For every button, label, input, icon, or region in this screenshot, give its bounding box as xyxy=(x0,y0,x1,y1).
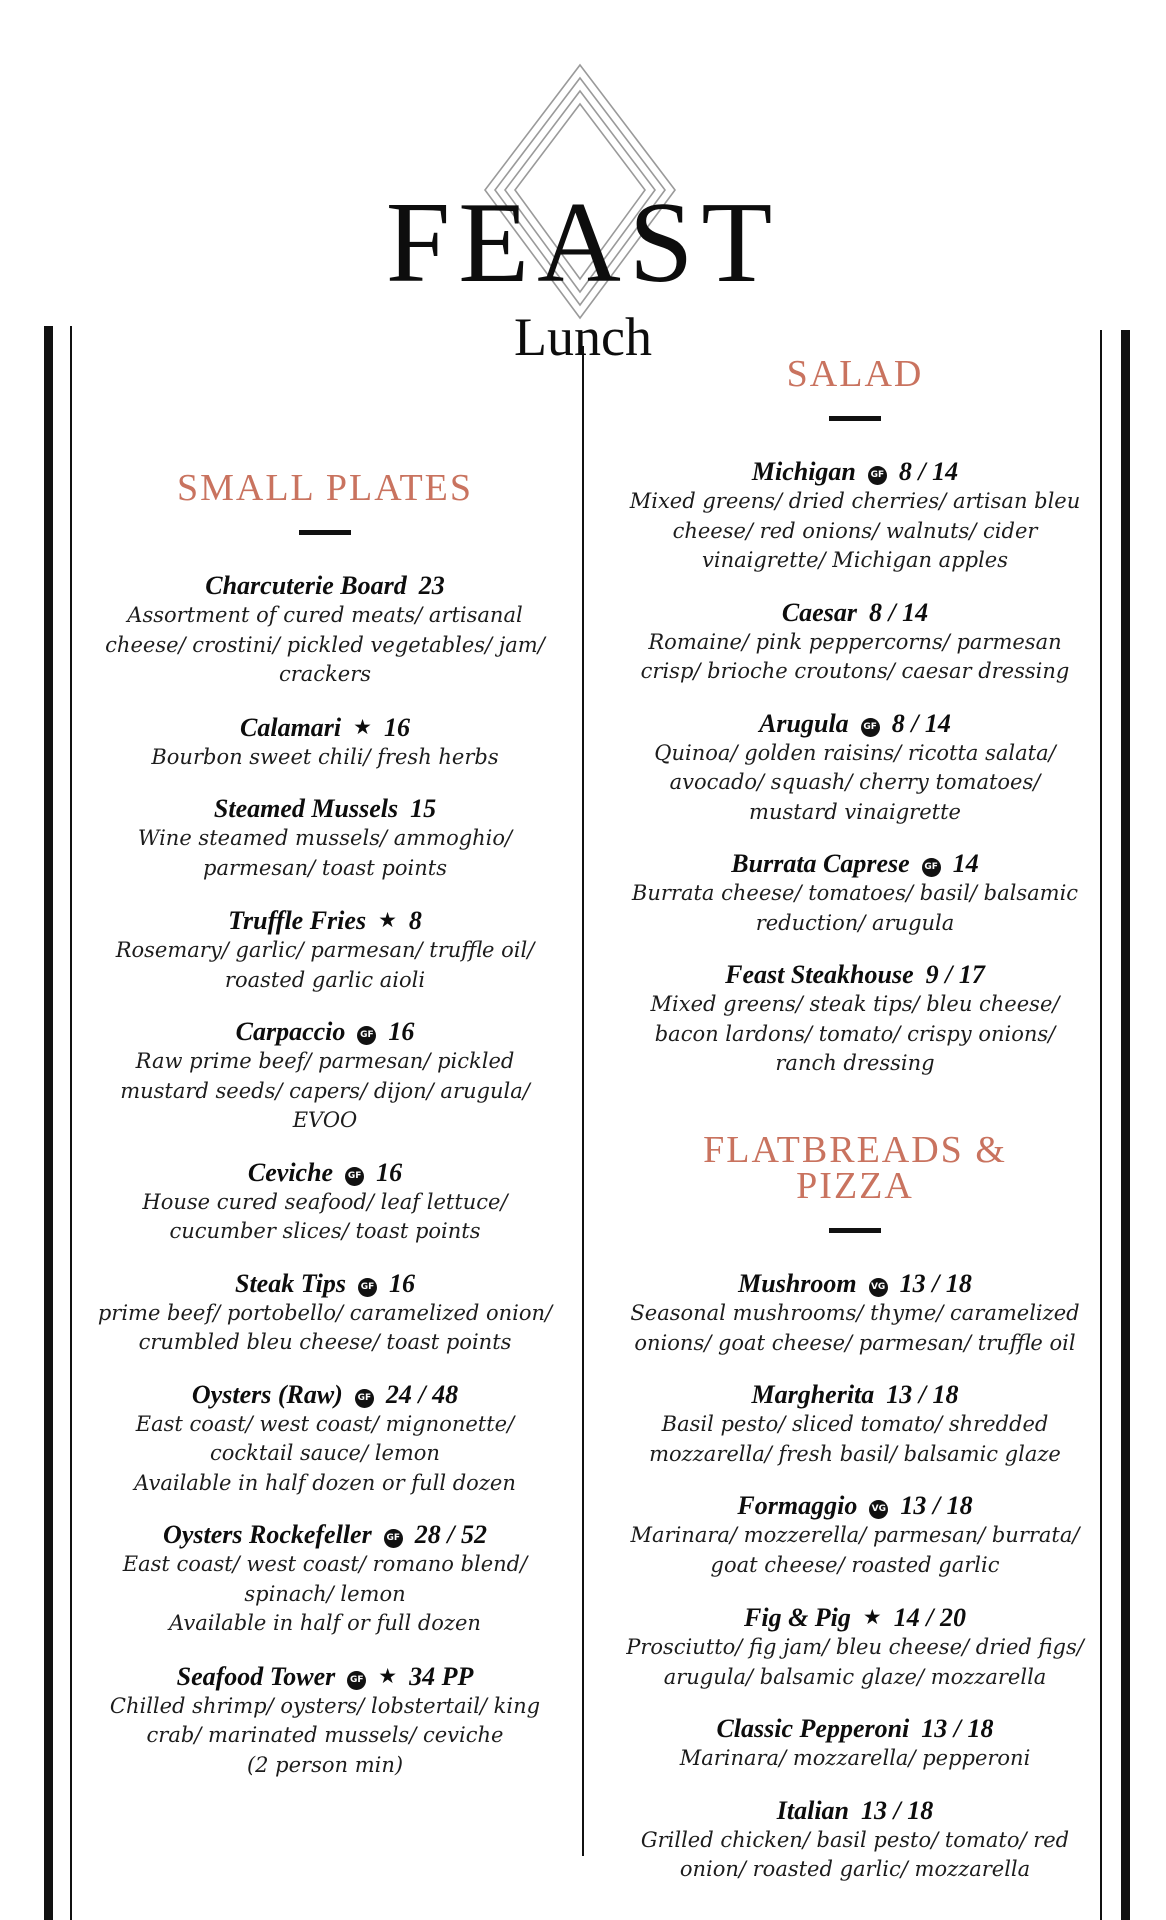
item-price: 16 xyxy=(383,712,410,742)
item-price: 13 / 18 xyxy=(921,1714,994,1743)
item-description-line: Available in half dozen or full dozen xyxy=(134,1470,516,1495)
item-description: Wine steamed mussels/ ammoghio/ parmesan/ toast points xyxy=(137,826,513,880)
item-heading xyxy=(95,1520,555,1550)
item-heading xyxy=(625,1602,1085,1633)
menu-subtitle: Lunch xyxy=(514,307,652,367)
item-name: Caesar xyxy=(781,597,857,627)
item-description: prime beef/ portobello/ caramelized onion/ crumbled bleu cheese/ toast points xyxy=(97,1300,553,1354)
item-price: 13 / 18 xyxy=(861,1795,934,1825)
item-price: 14 xyxy=(952,849,979,878)
item-heading xyxy=(95,712,555,743)
menu-item-fig-pig xyxy=(625,1602,1085,1692)
menu-item-michigan xyxy=(625,457,1085,576)
item-name: Steak Tips xyxy=(235,1268,346,1298)
item-description xyxy=(95,1410,555,1499)
logo xyxy=(0,60,1166,367)
item-price: 15 xyxy=(410,794,437,823)
item-name: Margherita xyxy=(751,1380,875,1409)
item-heading xyxy=(625,598,1085,628)
item-price: 13 / 18 xyxy=(899,1269,972,1298)
item-description: Burrata cheese/ tomatoes/ basil/ balsamic reduction/ arugula xyxy=(631,881,1079,935)
small-plates-section xyxy=(95,467,555,1802)
vegetarian-icon: VG xyxy=(869,1278,888,1297)
item-price: 24 / 48 xyxy=(385,1379,459,1409)
item-heading xyxy=(95,1269,555,1299)
column-divider xyxy=(582,346,584,1856)
item-description-line: Available in half or full dozen xyxy=(169,1611,481,1635)
menu-item-caesar xyxy=(625,598,1085,687)
item-description: Rosemary/ garlic/ parmesan/ truffle oil/ roasted garlic aioli xyxy=(115,938,535,992)
menu-item-seafood-tower xyxy=(95,1661,555,1781)
item-description-line: Chilled shrimp/ oysters/ lobstertail/ king crab/ marinated mussels/ ceviche xyxy=(109,1693,541,1747)
menu-item-steak-tips xyxy=(95,1269,555,1358)
item-name: Seafood Tower xyxy=(176,1661,336,1691)
item-description: Raw prime beef/ parmesan/ pickled mustard seeds/ capers/ dijon/ arugula/ EVOO xyxy=(120,1049,530,1132)
item-price: 8 xyxy=(408,906,422,935)
left-thick-border xyxy=(44,326,53,1920)
item-description: Assortment of cured meats/ artisanal cheese/ crostini/ pickled vegetables/ jam/ crackers xyxy=(105,603,545,686)
item-name: Oysters Rockefeller xyxy=(163,1520,372,1549)
section-title: SALAD xyxy=(786,353,924,395)
item-heading xyxy=(95,905,555,936)
item-price: 13 / 18 xyxy=(900,1491,973,1520)
item-price: 8 / 14 xyxy=(898,457,959,486)
gluten-free-icon: GF xyxy=(922,858,941,877)
gluten-free-icon: GF xyxy=(347,1671,366,1690)
item-description: Marinara/ mozzarella/ pepperoni xyxy=(679,1746,1031,1770)
item-name: Formaggio xyxy=(737,1491,858,1520)
item-name: Fig & Pig xyxy=(744,1603,851,1632)
menu-item-steamed-mussels xyxy=(95,794,555,883)
item-heading xyxy=(625,1269,1085,1299)
item-description: Bourbon sweet chili/ fresh herbs xyxy=(151,744,499,769)
menu-item-arugula xyxy=(625,709,1085,828)
item-price: 8 / 14 xyxy=(891,708,951,738)
item-name: Oysters (Raw) xyxy=(191,1379,343,1409)
item-name: Italian xyxy=(776,1795,849,1825)
item-description-line: East coast/ west coast/ mignonette/ cocktail sauce/ lemon xyxy=(135,1411,515,1465)
item-description: House cured seafood/ leaf lettuce/ cucumber slices/ toast points xyxy=(142,1189,508,1243)
item-name: Steamed Mussels xyxy=(213,794,399,823)
item-price: 8 / 14 xyxy=(868,597,929,627)
item-heading xyxy=(95,571,555,601)
menu-item-italian xyxy=(625,1796,1085,1885)
menu-item-calamari xyxy=(95,712,555,773)
menu-item-oysters-raw xyxy=(95,1380,555,1499)
item-name: Classic Pepperoni xyxy=(716,1714,910,1743)
menu-item-ceviche xyxy=(95,1158,555,1247)
item-name: Feast Steakhouse xyxy=(725,960,914,989)
item-heading xyxy=(95,1380,555,1410)
right-thick-border xyxy=(1121,330,1130,1920)
vegetarian-icon: VG xyxy=(869,1500,888,1519)
item-price: 16 xyxy=(388,1017,415,1046)
item-description xyxy=(95,1550,555,1639)
menu-item-formaggio xyxy=(625,1491,1085,1580)
item-name: Michigan xyxy=(751,457,856,486)
item-price: 16 xyxy=(388,1268,415,1298)
item-name: Truffle Fries xyxy=(228,906,367,935)
section-divider xyxy=(829,1228,881,1233)
menu-item-truffle-fries xyxy=(95,905,555,995)
gluten-free-icon: GF xyxy=(861,718,880,737)
item-name: Burrata Caprese xyxy=(731,849,910,878)
item-name: Carpaccio xyxy=(235,1017,346,1046)
item-price: 13 / 18 xyxy=(886,1380,959,1409)
item-description: Mixed greens/ steak tips/ bleu cheese/ bacon lardons/ tomato/ crispy onions/ ranch dressing xyxy=(650,992,1060,1075)
left-thin-border xyxy=(70,326,72,1920)
gluten-free-icon: GF xyxy=(384,1529,403,1548)
item-name: Mushroom xyxy=(738,1269,857,1298)
gluten-free-icon: GF xyxy=(868,466,887,485)
item-description: Grilled chicken/ basil pesto/ tomato/ red onion/ roasted garlic/ mozzarella xyxy=(640,1827,1070,1881)
item-description xyxy=(95,1692,555,1781)
item-price: 23 xyxy=(418,571,445,600)
item-heading xyxy=(625,1380,1085,1410)
item-heading xyxy=(95,794,555,824)
item-heading xyxy=(625,1714,1085,1744)
item-price: 9 / 17 xyxy=(925,960,985,989)
section-divider xyxy=(829,416,881,421)
menu-item-feast-steakhouse xyxy=(625,960,1085,1079)
menu-item-oysters-rockefeller xyxy=(95,1520,555,1639)
item-price: 14 / 20 xyxy=(893,1603,966,1632)
salad-section xyxy=(625,353,1085,1101)
item-description: Basil pesto/ sliced tomato/ shredded mozzarella/ fresh basil/ balsamic glaze xyxy=(649,1412,1061,1466)
item-description-line: (2 person min) xyxy=(246,1752,404,1777)
item-description: Romaine/ pink peppercorns/ parmesan crisp/ brioche croutons/ caesar dressing xyxy=(640,629,1070,683)
item-heading xyxy=(95,1661,555,1692)
item-heading xyxy=(95,1017,555,1047)
item-name: Calamari xyxy=(240,712,342,742)
star-icon: ★ xyxy=(378,1663,398,1688)
right-thin-border xyxy=(1100,330,1102,1920)
item-description: Mixed greens/ dried cherries/ artisan bleu cheese/ red onions/ walnuts/ cider vinaigrette/ Michigan apples xyxy=(629,489,1081,572)
restaurant-name: FEAST xyxy=(385,179,781,307)
star-icon: ★ xyxy=(862,1605,882,1629)
menu-item-burrata-caprese xyxy=(625,849,1085,938)
gluten-free-icon: GF xyxy=(345,1167,364,1186)
section-title: FLATBREADS & PIZZA xyxy=(703,1129,1007,1207)
item-heading xyxy=(95,1158,555,1188)
gluten-free-icon: GF xyxy=(358,1278,377,1297)
section-title: SMALL PLATES xyxy=(176,467,473,509)
star-icon: ★ xyxy=(353,714,372,739)
item-heading xyxy=(625,709,1085,739)
item-heading xyxy=(625,1491,1085,1521)
item-description: Marinara/ mozzerella/ parmesan/ burrata/ goat cheese/ roasted garlic xyxy=(630,1523,1080,1577)
menu-item-carpaccio xyxy=(95,1017,555,1136)
gluten-free-icon: GF xyxy=(357,1026,376,1045)
item-price: 28 / 52 xyxy=(414,1520,487,1549)
item-heading xyxy=(625,1796,1085,1826)
menu-item-mushroom xyxy=(625,1269,1085,1358)
item-price: 16 xyxy=(376,1157,403,1187)
menu-item-charcuterie-board xyxy=(95,571,555,690)
item-heading xyxy=(625,960,1085,990)
section-divider xyxy=(299,530,351,535)
gluten-free-icon: GF xyxy=(355,1389,374,1408)
item-description: Seasonal mushrooms/ thyme/ caramelized onions/ goat cheese/ parmesan/ truffle oil xyxy=(630,1301,1080,1355)
menu-item-classic-pepperoni xyxy=(625,1714,1085,1774)
item-name: Ceviche xyxy=(247,1157,334,1187)
flatbreads-section xyxy=(625,1129,1085,1907)
item-description-line: East coast/ west coast/ romano blend/ spinach/ lemon xyxy=(122,1552,528,1606)
item-name: Arugula xyxy=(759,708,849,738)
menu-item-margherita xyxy=(625,1380,1085,1469)
item-description: Quinoa/ golden raisins/ ricotta salata/ avocado/ squash/ cherry tomatoes/ mustard vinaigrette xyxy=(654,740,1056,824)
item-heading xyxy=(625,457,1085,487)
item-heading xyxy=(625,849,1085,879)
item-name: Charcuterie Board xyxy=(205,571,407,600)
item-price: 34 PP xyxy=(409,1661,474,1691)
star-icon: ★ xyxy=(378,908,397,932)
item-description: Prosciutto/ fig jam/ bleu cheese/ dried figs/ arugula/ balsamic glaze/ mozzarella xyxy=(626,1635,1084,1689)
